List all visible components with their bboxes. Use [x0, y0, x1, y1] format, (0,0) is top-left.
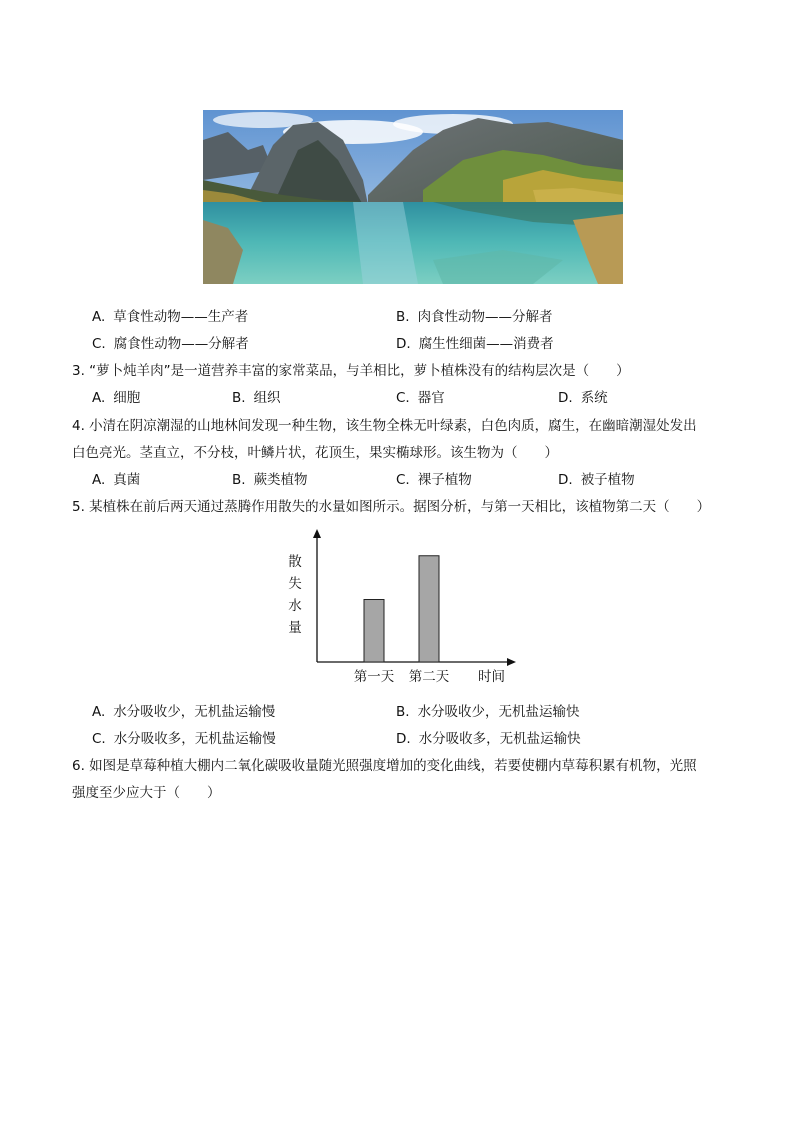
option-d[interactable]: [396, 730, 581, 748]
option-label: B.: [396, 309, 410, 325]
option-b[interactable]: [232, 389, 281, 407]
question-4-stem-line-1: 4. 小清在阴凉潮湿的山地林间发现一种生物，该生物全株无叶绿素，白色肉质，腐生，在幽暗潮湿处发出: [72, 418, 697, 434]
option-label: C.: [396, 390, 410, 406]
option-d[interactable]: [558, 471, 635, 489]
question-4-stem-line-2: 白色亮光。茎直立，不分枝，叶鳞片状，花顶生，果实椭球形。该生物为（ ）: [72, 445, 558, 461]
y-axis-label-char: 水: [288, 598, 302, 614]
x-tick-labels: [354, 669, 450, 685]
option-label: B.: [232, 390, 246, 406]
option-label: A.: [92, 704, 106, 720]
option-label: A.: [92, 390, 106, 406]
option-text: 水分吸收多，无机盐运输慢: [113, 731, 276, 747]
question-6-stem-line-1: 6. 如图是草莓种植大棚内二氧化碳吸收量随光照强度增加的变化曲线，若要使棚内草莓积累有机物，光照: [72, 758, 697, 774]
question-5-stem: 5. 某植株在前后两天通过蒸腾作用散失的水量如图所示。据图分析，与第一天相比，该植物第二天（ ）: [72, 499, 711, 515]
bars: [364, 556, 439, 662]
option-label: B.: [396, 704, 410, 720]
option-text: 草食性动物——生产者: [113, 309, 249, 325]
option-a[interactable]: [92, 308, 248, 326]
option-c[interactable]: [396, 471, 472, 489]
option-text: 腐生性细菌——消费者: [418, 336, 554, 352]
option-text: 腐食性动物——分解者: [113, 336, 249, 352]
option-text: 器官: [417, 390, 445, 406]
x-axis-arrow: [507, 658, 516, 666]
option-a[interactable]: [92, 389, 140, 407]
bar-1: [364, 600, 384, 663]
option-text: 水分吸收少，无机盐运输慢: [113, 704, 276, 720]
option-label: A.: [92, 472, 106, 488]
option-text: 细胞: [113, 390, 141, 406]
option-c[interactable]: [92, 335, 249, 353]
option-label: C.: [92, 336, 106, 352]
y-axis-label-char: 失: [288, 576, 302, 592]
option-label: A.: [92, 309, 106, 325]
x-tick-label: 第二天: [408, 669, 450, 685]
option-d[interactable]: [396, 335, 554, 353]
option-b[interactable]: [396, 703, 580, 721]
question-6-stem-line-2: 强度至少应大于（ ）: [72, 785, 221, 801]
option-text: 蕨类植物: [253, 472, 308, 488]
option-label: D.: [558, 390, 573, 406]
y-axis-label-char: 量: [288, 620, 302, 636]
option-label: D.: [396, 731, 411, 747]
option-c[interactable]: [396, 389, 445, 407]
option-label: D.: [558, 472, 573, 488]
bar-2: [419, 556, 439, 662]
option-text: 肉食性动物——分解者: [417, 309, 553, 325]
option-text: 真菌: [113, 472, 141, 488]
lake-landscape-photo: [203, 110, 623, 284]
option-text: 被子植物: [580, 472, 635, 488]
option-label: C.: [92, 731, 106, 747]
option-b[interactable]: [232, 471, 308, 489]
option-text: 水分吸收少，无机盐运输快: [417, 704, 580, 720]
transpiration-bar-chart: [280, 527, 530, 692]
y-axis-label-char: 散: [288, 554, 302, 570]
question-3-stem: 3. “萝卜炖羊肉”是一道营养丰富的家常菜品，与羊相比，萝卜植株没有的结构层次是（ ）: [72, 363, 630, 379]
y-axis-label: [288, 553, 302, 636]
option-label: D.: [396, 336, 411, 352]
option-text: 裸子植物: [417, 472, 472, 488]
x-tick-label: 第一天: [353, 669, 395, 685]
option-d[interactable]: [558, 389, 608, 407]
y-axis-arrow: [313, 529, 321, 538]
option-a[interactable]: [92, 703, 275, 721]
option-b[interactable]: [396, 308, 553, 326]
option-text: 水分吸收多，无机盐运输快: [418, 731, 581, 747]
x-axis-label: 时间: [478, 669, 505, 685]
option-label: C.: [396, 472, 410, 488]
option-a[interactable]: [92, 471, 140, 489]
option-text: 组织: [253, 390, 281, 406]
option-text: 系统: [580, 390, 608, 406]
option-label: B.: [232, 472, 246, 488]
option-c[interactable]: [92, 730, 276, 748]
